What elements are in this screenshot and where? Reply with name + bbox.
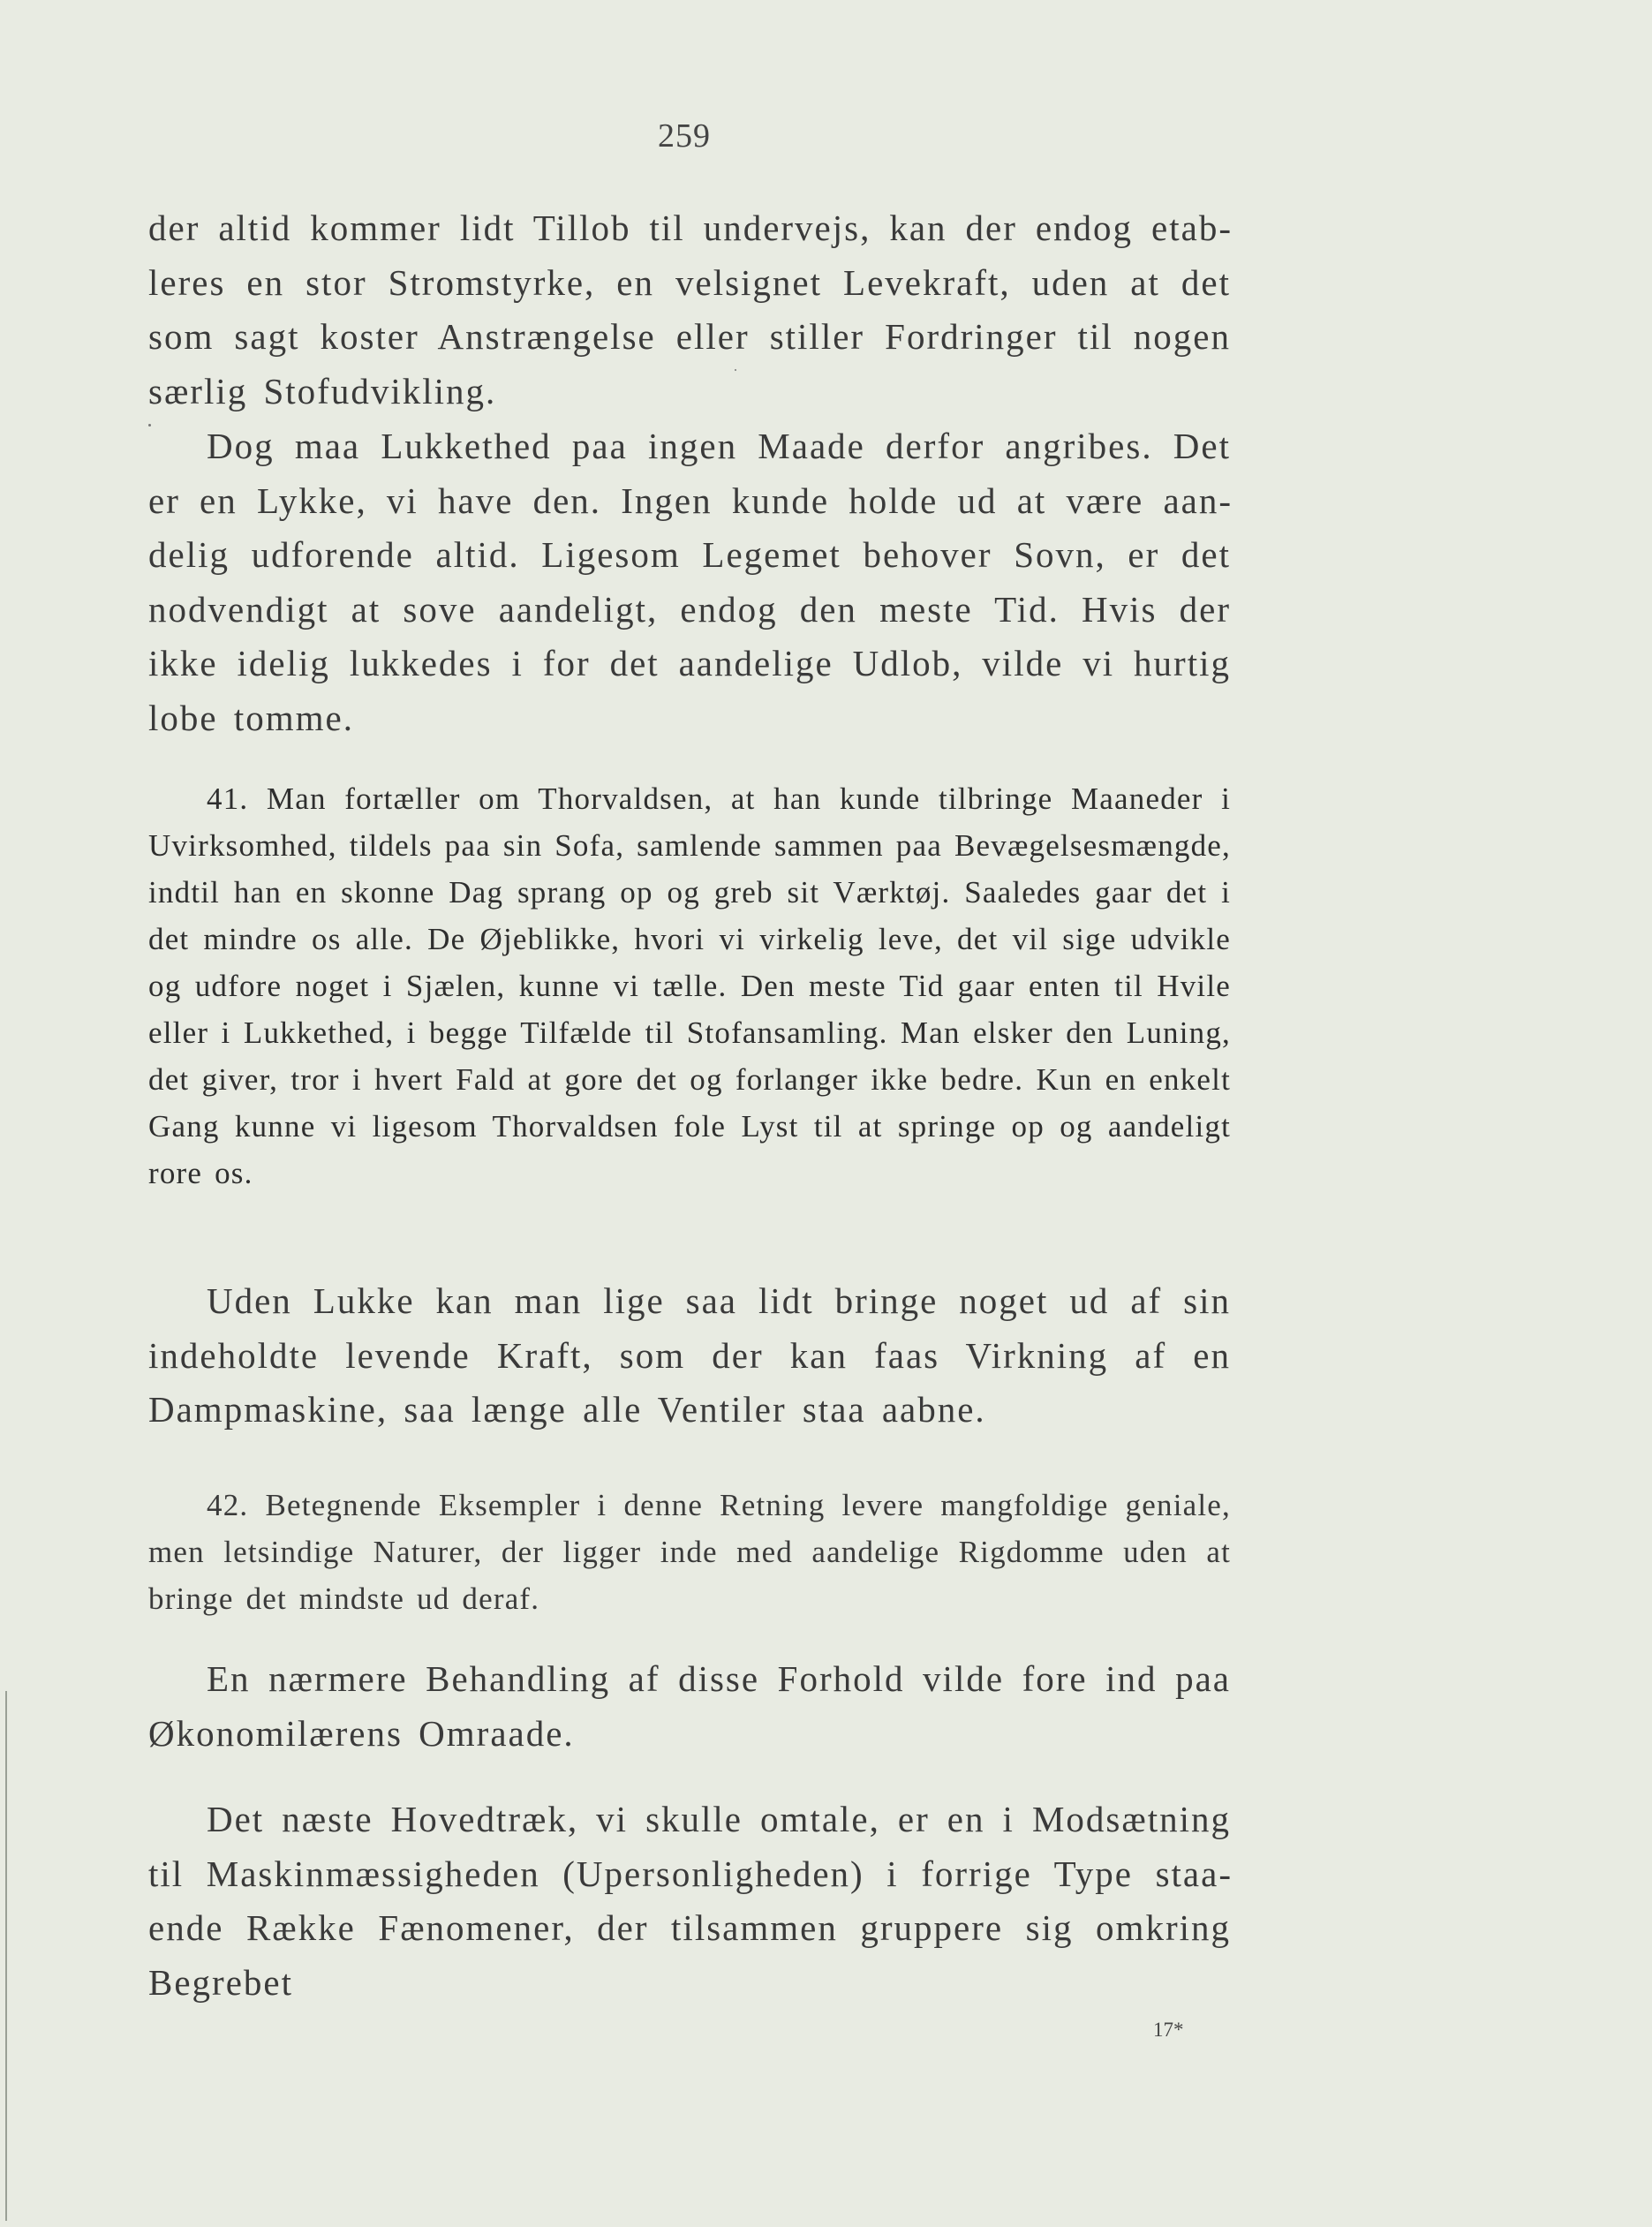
scan-margin-line bbox=[5, 1691, 7, 2221]
paragraph-uden-lukke: Uden Lukke kan man lige saa lidt bringe noget ud af sin indeholdte levende Kraft, som der kan faas Virkning af en Dampmaskine, saa længe alle Ventiler staa aabne. bbox=[148, 1280, 1231, 1431]
paragraph-lukkethed: Dog maa Lukkethed paa ingen Maade derfor angribes. Det er en Lykke, vi have den. Ingen kunde holde ud at være aandelig udforende altid. Ligesom Legemet behover Sovn, er det nodvendigt at sove aandeligt, endog den meste Tid. Hvis der ikke idelig lukkedes i for det aandelige Udlob, vilde vi hurtig lobe tomme. bbox=[148, 426, 1231, 738]
scan-speck bbox=[735, 369, 736, 371]
signature-mark: 17* bbox=[1153, 2019, 1184, 2041]
paragraph-42: 42. Betegnende Eksempler i denne Retning levere mangfoldige geniale, men letsindige Naturer, der ligger inde med aandelige Rigdomme uden at bringe det mindste ud deraf. bbox=[148, 1488, 1231, 1616]
paragraph-41: 41. Man fortæller om Thorvaldsen, at han kunde tilbringe Maaneder i Uvirksomhed, tildels paa sin Sofa, samlende sammen paa Bevægelsesmængde, indtil han en skonne Dag sprang op og greb sit Værktøj. Saaledes gaar det i det mindre os alle. De Øjeblikke, hvori vi virkelig leve, det vil sige udvikle og udfore noget i Sjælen, kunne vi tælle. Den meste Tid gaar enten til Hvile eller i Lukkethed, i begge Tilfælde til Stofansamling. Man elsker den Luning, det giver, tror i hvert Fald at gore det og forlanger ikke bedre. Kun en enkelt Gang kunne vi ligesom Thorvaldsen fole Lyst til at springe op og aandeligt rore os. bbox=[148, 781, 1231, 1190]
scan-speck bbox=[148, 424, 151, 427]
paragraph-hovedtraek: Det næste Hovedtræk, vi skulle omtale, er en i Modsætning til Maskinmæssigheden (Upersonligheden) i forrige Type staaende Række Fænomener, der tilsammen gruppere sig omkring Begrebet bbox=[148, 1799, 1231, 2003]
page-number: 259 bbox=[658, 117, 711, 155]
paragraph-continuation: der altid kommer lidt Tillob til undervejs, kan der endog etableres en stor Stromstyrke, en velsignet Levekraft, uden at det som sagt koster Anstrængelse eller stiller Fordringer til nogen særlig Stofudvikling. bbox=[148, 208, 1231, 411]
paragraph-behandling: En nærmere Behandling af disse Forhold vilde fore ind paa Økonomilærens Omraade. bbox=[148, 1658, 1231, 1754]
